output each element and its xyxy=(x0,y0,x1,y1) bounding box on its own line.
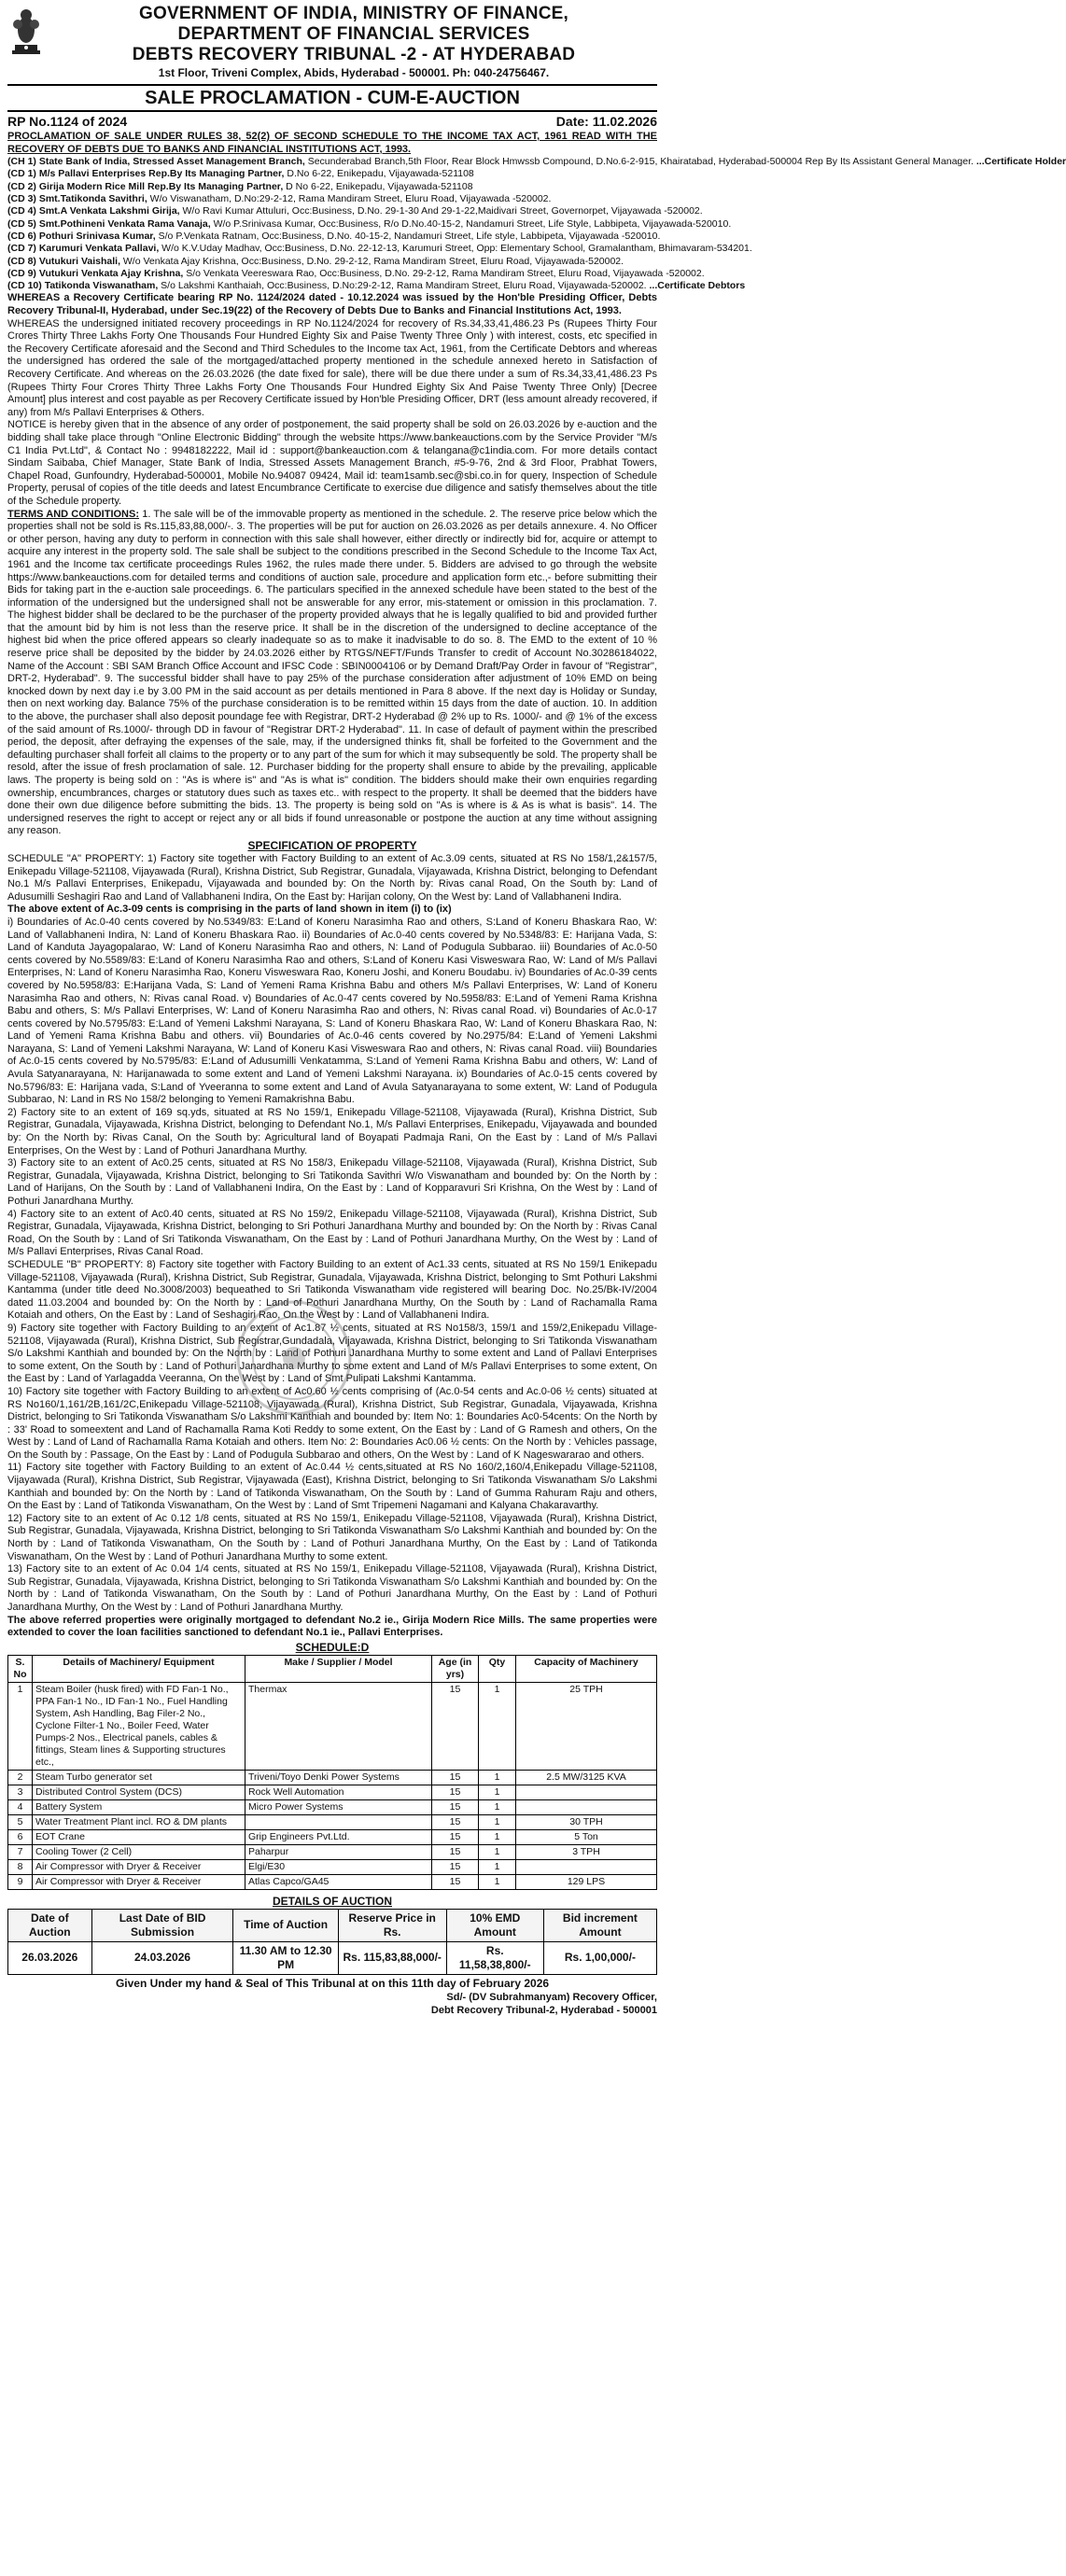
auction-table-header xyxy=(8,1909,657,1941)
machinery-age: 15 xyxy=(432,1799,479,1814)
given-under-hand: Given Under my hand & Seal of This Tribunal at on this 11th day of February 2026 xyxy=(115,1976,550,1990)
machinery-qty: 1 xyxy=(479,1859,516,1874)
party-item xyxy=(7,181,657,193)
terms-heading: TERMS AND CONDITIONS: xyxy=(7,508,140,520)
document-title: SALE PROCLAMATION - CUM-E-AUCTION xyxy=(7,86,657,112)
schedule-b-item-8: SCHEDULE "B" PROPERTY: 8) Factory site together with Factory Building to an extent of Ac1.33 cents, situated at RS No 159/1 Enikepadu Village-521108, Vijayawada (Rural), Krishna District, Sub Registrar, Gunadala, Vijayawada, Krishna District, belonging to Smt Pothuri Lakshmi Kantamma (under title deed No.3008/2003) bequeathed to Sri Tatikonda Viswanatham vide registered will bearing Doc. No.25/Bk-IV/2004 dated 11.03.2004 and bounded by: On the North by : Land of Pothuri Janardhana Murthy, On the South by : Land of Rachamalla Rama Kotaiah and others, On the East by : Land of Seshagiri Rao, On the West by : Land of Vallabhaneni Indira. xyxy=(7,1258,657,1322)
col-auction-date: Date of Auction xyxy=(8,1909,92,1941)
schedule-a-item-3: 3) Factory site to an extent of Ac0.25 cents, situated at RS No 158/3, Enikepadu Village-521108, Vijayawada (Rural), Krishna District, Sub Registrar, Gunadala, Vijayawada, Krishna District, belonging to Sri Tatikonda Savithri W/o Viswanatham and bounded by: On the North by : Land of Harijans, On the South by : Land of Vallabhaneni Indira, On the East by : Land of Kopparavuri Sri Krishna, On the West by : Land of Pothuri Janardhana Murthy. xyxy=(7,1157,657,1208)
party-address: W/o Venkata Ajay Krishna, Occ:Business, D.No. 29-2-12, Rama Mandiram Street, Eluru Road, Vijayawada-520002. xyxy=(119,255,624,267)
party-address: W/o P.Srinivasa Kumar, Occ:Business, R/o D.No.40-15-2, Nandamuri Street, Life Style, Labbipeta, Vijayawada-520010. xyxy=(210,217,732,230)
parties-list xyxy=(7,156,1066,292)
schedule-d-heading: SCHEDULE:D xyxy=(295,1640,370,1654)
machinery-make: Paharpur xyxy=(245,1844,432,1859)
document-header xyxy=(7,4,657,86)
machinery-capacity: 25 TPH xyxy=(516,1682,657,1770)
party-address: W/o K.V.Uday Madhav, Occ:Business, D.No. 22-12-13, Karumuri Street, Opp: Elementary School, Gramalantham, Bhimavaram-534201. xyxy=(159,243,752,255)
auction-date: 26.03.2026 xyxy=(8,1941,92,1974)
terms-section xyxy=(7,509,657,838)
machinery-details: EOT Crane xyxy=(33,1829,245,1844)
reserve-price: Rs. 115,83,88,000/- xyxy=(338,1941,446,1974)
auction-table xyxy=(7,1909,657,1975)
schedule-b-note: The above referred properties were originally mortgaged to defendant No.2 ie., Girija Modern Rice Mills. The same properties were extended to cover the loan facilities sanctioned to defendant No.1 ie., Pallavi Enterprises. xyxy=(7,1614,657,1639)
machinery-sno: 5 xyxy=(8,1814,33,1829)
table-row xyxy=(8,1829,657,1844)
machinery-sno: 7 xyxy=(8,1844,33,1859)
machinery-qty: 1 xyxy=(479,1874,516,1889)
machinery-age: 15 xyxy=(432,1859,479,1874)
party-item xyxy=(7,193,657,205)
party-name: Smt.A Venkata Lakshmi Girija, xyxy=(38,205,180,217)
machinery-make: Atlas Capco/GA45 xyxy=(245,1874,432,1889)
machinery-qty: 1 xyxy=(479,1785,516,1799)
schedule-a-item-1: SCHEDULE "A" PROPERTY: 1) Factory site together with Factory Building to an extent of Ac.3.09 cents, situated at RS No 158/1,2&157/5, Enikepadu Village-521108, Vijayawada (Rural), Krishna District, Sub Registrar, Gunadala, Vijayawada, Krishna District, belonging to Defendant No.1 M/s Pallavi Enterprises, Enikepadu, Vijayawada and bounded by: On the North by: Rivas canal Road, On the South by: Land of Adusumilli Seshagiri Rao and Land of Vallabhaneni Indira, On the East by: Harijan colony, On the West by: Land of Vallabhaneni Indira. xyxy=(7,852,657,903)
machinery-make: Rock Well Automation xyxy=(245,1785,432,1799)
party-name: Smt.Tatikonda Savithri, xyxy=(38,193,147,205)
machinery-capacity: 30 TPH xyxy=(516,1814,657,1829)
party-item xyxy=(7,156,1066,168)
table-row xyxy=(8,1785,657,1799)
col-make: Make / Supplier / Model xyxy=(245,1655,432,1682)
col-sno: S. No xyxy=(8,1655,33,1682)
auction-heading: DETAILS OF AUCTION xyxy=(273,1894,392,1908)
machinery-age: 15 xyxy=(432,1874,479,1889)
bid-increment: Rs. 1,00,000/- xyxy=(543,1941,656,1974)
machinery-table xyxy=(7,1655,657,1890)
machinery-sno: 8 xyxy=(8,1859,33,1874)
col-bid-increment: Bid increment Amount xyxy=(543,1909,656,1941)
machinery-qty: 1 xyxy=(479,1799,516,1814)
machinery-qty: 1 xyxy=(479,1770,516,1785)
col-capacity: Capacity of Machinery xyxy=(516,1655,657,1682)
machinery-age: 15 xyxy=(432,1785,479,1799)
party-address: Secunderabad Branch,5th Floor, Rear Block Hmwssb Compound, D.No.6-2-915, Khairatabad, Hyderabad-500004 Rep By Its Assistant General Manager. xyxy=(304,156,974,168)
party-address: D No 6-22, Enikepadu, Vijayawada-521108 xyxy=(283,180,473,192)
proclamation-heading: PROCLAMATION OF SALE UNDER RULES 38, 52(2) OF SECOND SCHEDULE TO THE INCOME TAX ACT, 1961 READ WITH THE RECOVERY OF DEBTS DUE TO BANKS AND FINANCIAL INSTITUTIONS ACT, 1993. xyxy=(7,131,657,155)
schedule-a-extent-note: The above extent of Ac.3-09 cents is comprising in the parts of land shown in item (i) to (ix) xyxy=(7,903,452,916)
header-department: DEPARTMENT OF FINANCIAL SERVICES xyxy=(177,24,530,44)
machinery-sno: 2 xyxy=(8,1770,33,1785)
machinery-details: Air Compressor with Dryer & Receiver xyxy=(33,1859,245,1874)
auction-row xyxy=(8,1941,657,1974)
tribunal-seal-stamp-icon xyxy=(233,1297,355,1419)
party-item xyxy=(7,256,657,268)
party-address: D.No 6-22, Enikepadu, Vijayawada-521108 xyxy=(284,168,474,180)
party-role: ...Certificate Debtors xyxy=(646,280,746,292)
machinery-make: Elgi/E30 xyxy=(245,1859,432,1874)
signatory-line: Sd/- (DV Subrahmanyam) Recovery Officer, xyxy=(446,1991,657,2003)
party-name: Karumuri Venkata Pallavi, xyxy=(38,243,160,255)
machinery-details: Steam Boiler (husk fired) with FD Fan-1 No., PPA Fan-1 No., ID Fan-1 No., Fuel Handling System, Ash Handling, Bag Filer-2 No., Cyclone Filter-1 No., Boiler Feed, Water Pumps-2 Nos., Electrical panels, cables & fittings, Steam lines & Supporting structures etc., xyxy=(33,1682,245,1770)
party-address: S/o Venkata Veereswara Rao, Occ:Business, D.No. 29-2-12, Rama Mandiram Street, Eluru Road, Vijayawada -520002. xyxy=(183,267,705,279)
machinery-make: Thermax xyxy=(245,1682,432,1770)
property-specification xyxy=(7,853,657,1640)
machinery-make: Triveni/Toyo Denki Power Systems xyxy=(245,1770,432,1785)
party-tag: (CD 1) xyxy=(7,168,36,180)
machinery-details: Steam Turbo generator set xyxy=(33,1770,245,1785)
machinery-table-header xyxy=(8,1655,657,1682)
machinery-details: Battery System xyxy=(33,1799,245,1814)
party-address: S/o Lakshmi Kanthaiah, Occ:Business, D.No:29-2-12, Rama Mandiram Street, Eluru Road, Vijayawada-520002. xyxy=(158,280,647,292)
table-row xyxy=(8,1874,657,1889)
machinery-sno: 9 xyxy=(8,1874,33,1889)
machinery-make: Micro Power Systems xyxy=(245,1799,432,1814)
machinery-age: 15 xyxy=(432,1844,479,1859)
party-tag: (CD 6) xyxy=(7,230,36,242)
party-tag: (CD 10) xyxy=(7,280,42,292)
header-tribunal: DEBTS RECOVERY TRIBUNAL -2 - AT HYDERABAD xyxy=(132,45,576,64)
party-item xyxy=(7,230,661,243)
machinery-details: Water Treatment Plant incl. RO & DM plants xyxy=(33,1814,245,1829)
party-address: W/o Viswanatham, D.No:29-2-12, Rama Mandiram Street, Eluru Road, Vijayawada -520002. xyxy=(147,193,552,205)
party-tag: (CD 4) xyxy=(7,205,36,217)
paragraph-notice: NOTICE is hereby given that in the absence of any order of postponement, the said property shall be sold on 26.03.2026 by e-auction and the bidding shall take place through "Online Electronic Bidding" through the website https://www.bankeauctions.com by the Service Provider "M/s C1 India Pvt.Ltd", & Contact No : 9948182222, Mail id : support@bankeauction.com & telangana@c1india.com. For more details contact Sindam Saibaba, Chief Manager, State Bank of India, Stressed Assets Management Branch, #5-9-76, 2nd & 3rd Floor, Prabhat Towers, Chapel Road, Gunfoundry, Hyderabad-500001, Mobile No.94087 09424, Mail id: team1samb.sec@sbi.co.in for query, Inspection of Schedule Property, perusal of copies of the title deeds and latest Encumbrance Certificate to exercise due diligence and satisfy themselves about the title of the Schedule property. xyxy=(7,419,657,507)
machinery-qty: 1 xyxy=(479,1682,516,1770)
party-name: State Bank of India, Stressed Asset Management Branch, xyxy=(38,156,305,168)
emd-amount: Rs. 11,58,38,800/- xyxy=(446,1941,543,1974)
machinery-qty: 1 xyxy=(479,1829,516,1844)
party-item xyxy=(7,267,705,280)
machinery-make xyxy=(245,1814,432,1829)
table-row xyxy=(8,1814,657,1829)
machinery-qty: 1 xyxy=(479,1844,516,1859)
party-name: Tatikonda Viswanatham, xyxy=(44,280,159,292)
schedule-b-item-9: 9) Factory site together with Factory Building to an extent of Ac1.87 ½ cents, situated at RS No158/3, 159/1 and 159/2,Enikepadu Village-521108, Vijayawada (Rural), Krishna District, Sub Registrar,Gundadala, Vijayawada, Krishna District, belonging to Sri Tatikonda Viswanatham S/o Lakshmi Kanthiah and bounded by: On the North by : Land of Pothuri Janardhana Murthy to some extent and Land of Pallavi Enterprises to some extent, On the South by : Land of Pothuri Janardhana Murthy to some extent and Land of M/s Pallavi Enterprises to some extent, On the East by : Land of Yarlagadda Veeranna, On the West by : Land of Smt Pulipati Lakshmi Kantamma. xyxy=(7,1322,657,1385)
machinery-sno: 4 xyxy=(8,1799,33,1814)
machinery-sno: 6 xyxy=(8,1829,33,1844)
machinery-capacity: 5 Ton xyxy=(516,1829,657,1844)
table-row xyxy=(8,1859,657,1874)
party-name: M/s Pallavi Enterprises Rep.By Its Managing Partner, xyxy=(38,168,285,180)
machinery-sno: 1 xyxy=(8,1682,33,1770)
machinery-qty: 1 xyxy=(479,1814,516,1829)
machinery-capacity xyxy=(516,1799,657,1814)
header-ministry: GOVERNMENT OF INDIA, MINISTRY OF FINANCE, xyxy=(139,4,568,23)
schedule-a-boundaries: i) Boundaries of Ac.0-40 cents covered by No.5349/83: E:Land of Koneru Narasimha Rao and others, S:Land of Koneru Bhaskara Rao, W: Land of Vallabhaneni Indira, N: Land of Koneru Bhaskara Rao. ii) Boundaries of Ac.0-40 cents covered by No.5348/83: E: Harijana Vada, S: Land of Kanduta Jayagopalarao, W: Land of Koneru Narasimha Rao and others, N: Land of Podugula Subbarao. iii) Boundaries of Ac.0-50 cents covered by No.5589/83: E:Land of Koneru Narasimha Rao and others, S:Land of Koneru Kasi Visweswara Rao, W: Land of M/s Pallavi Enterprises, N: Land of Koneru Narasimha Rao, Koneru Visweswara Rao, Koneru Joshi, and Koneru Boudabu. iv) Boundaries of Ac.0-39 cents covered by No.5958/83: E:Harijana Vada, S: Land of Yemeni Rama Krishna Babu and others M/s Pallavi Enterprises, W: Land of Koneru Narasimha Rao and others, N: Rivas canal Road. v) Boundaries of Ac.0-47 cents covered by No.5958/83: E:Land of Yemeni Rama Krishna Babu and others, S: M/s Pallavi Enterprises, W: Land of Koneru Narasimha Rao and others, N: Rivas canal Road. vi) Boundaries of Ac.0-17 cents covered by No.5795/83: E:Land of Yemeni Lakshmi Narayana, S: Land of Koneru Bhaskara Rao, W: Land of Koneru Bhaskara Rao, N: Land of Yemeni Rama Krishna Babu and others. vii) Boundaries of Ac.0-46 cents covered by No.2975/84: E:Land of Yemeni Lakshmi Narayana, S: Land of Yemeni Lakshmi Narayana, W: Land of Koneru Kasi Visweswara Rao and others, N: Rivas canal Road. viii) Boundaries of Ac.0-15 cents covered by No.5795/83: E:Land of Adusumilli Venkatamma, S:Land of Yemeni Rama Krishna Babu and others, W: Land of Avula Satyanarayana, N: Harijanawada to some extent and Land of Yemeni Lakshmi Narayana. ix) Boundaries of Ac.0-15 cents covered by No.5796/83: E: Harijana vada, S:Land of Yveeranna to some extent and Land of Avula Satyanarayana to some extent, W: Land of Podugula Subbarao, N: Land in RS No 158/2 belonging to Yemeni Ramakrishna Babu. xyxy=(7,916,657,1106)
party-name: Smt.Pothineni Venkata Rama Vanaja, xyxy=(38,217,211,230)
rp-number: RP No.1124 of 2024 xyxy=(7,114,128,129)
party-item xyxy=(7,205,703,217)
paragraph-whereas-certificate: WHEREAS a Recovery Certificate bearing RP No. 1124/2024 dated - 10.12.2024 was issued by the Hon'ble Presiding Officer, Debts Recovery Tribunal-II, Hyderabad, under Sec.19(22) of the Recovery of Debts Due to Banks and Financial Institutions Act, 1993. xyxy=(7,292,657,317)
col-emd: 10% EMD Amount xyxy=(446,1909,543,1941)
col-reserve-price: Reserve Price in Rs. xyxy=(338,1909,446,1941)
schedule-b-item-10: 10) Factory site together with Factory Building to an extent of Ac0.60 ½ cents comprising of (Ac.0-54 cents and Ac.0-06 ½ cents) situated at RS No160/1,161/2B,161/2C,Enikepadu Village-521108, Vijayawada (Rural), Krishna District, Sub Registrar, Gunadala, Vijayawada, Krishna District, belonging to Sri Tatikonda Viswanatham S/o Lakshmi Kanthiah and bounded by: Item No: 1: Boundaries Ac0-54cents: On the North by : 33' Road to someextent and Land of Rachamalla Rama Koti Reddy to some extent, On the East by : Land of G Ramesh and others, On the West by : Land of Land of Rachamalla Rama Kotaiah and others. Item No: 2: Boundaries Ac0.06 ½ cents: On the North by : Vehicles passage, On the South by : Passage, On the East by : Land of Podugula Subbarao and others, On the West by : Land of K Nageswararao and others. xyxy=(7,1385,657,1461)
machinery-sno: 3 xyxy=(8,1785,33,1799)
table-row xyxy=(8,1844,657,1859)
party-tag: (CH 1) xyxy=(7,156,36,168)
party-item xyxy=(7,280,746,292)
machinery-age: 15 xyxy=(432,1829,479,1844)
schedule-a-item-4: 4) Factory site to an extent of Ac0.40 cents, situated at RS No 159/2, Enikepadu Village-521108, Vijayawada (Rural), Krishna District, Sub Registrar, Gunadala, Vijayawada, Krishna District, belonging to Sri Pothuri Janardhana Murthy and bounded by: On the North by : Rivas Canal Road, On the South by : Land of Sri Tatikonda Viswanatham, On the East by : Land of Pothuri Janardhana Murthy, On the West by : Land of M/s Pallavi Enterprises, Rivas Canal Road. xyxy=(7,1208,657,1258)
machinery-make: Grip Engineers Pvt.Ltd. xyxy=(245,1829,432,1844)
col-qty: Qty xyxy=(479,1655,516,1682)
party-tag: (CD 8) xyxy=(7,255,36,267)
machinery-capacity xyxy=(516,1859,657,1874)
party-name: Pothuri Srinivasa Kumar, xyxy=(38,230,156,242)
last-bid-date: 24.03.2026 xyxy=(91,1941,233,1974)
party-tag: (CD 7) xyxy=(7,243,36,255)
machinery-capacity: 129 LPS xyxy=(516,1874,657,1889)
table-row xyxy=(8,1799,657,1814)
party-item xyxy=(7,217,732,231)
paragraph-whereas-recovery: WHEREAS the undersigned initiated recovery proceedings in RP No.1124/2024 for recovery of Rs.34,33,41,486.23 Ps (Rupees Thirty Four Crores Thirty Three Lakhs Forty One Thousands Four Hundred Eighty Six and Paise Twenty Three Only ) with interest, costs, etc specified in the Recovery Certificate aforesaid and the Second and Third Schedules to the Income tax Act, 1961, from the Certificate Debtors and whereas the undersigned has ordered the sale of the mortgaged/attached property mentioned in the schedule annexed hereto in Satisfaction of Recovery Certificate. And whereas on the 26.03.2026 (the date fixed for sale), there will be due there under a sum of Rs.34,33,41,486.23 Ps (Rupees Thirty Four Crores Thirty Three Lakhs Forty One Thousands Four Hundred Eighty Six And Paise Twenty Three Only) [Decree Amount] plus interest and cost payable as per Recovery Certificate issued by Hon'ble Presiding Officer, DRT (less amount already recovered, if any) from M/s Pallavi Enterprises & Others. xyxy=(7,317,657,418)
party-name: Vutukuri Venkata Ajay Krishna, xyxy=(38,267,184,279)
machinery-age: 15 xyxy=(432,1682,479,1770)
machinery-details: Cooling Tower (2 Cell) xyxy=(33,1844,245,1859)
party-tag: (CD 9) xyxy=(7,267,36,279)
signatory-office: Debt Recovery Tribunal-2, Hyderabad - 500001 xyxy=(430,2004,657,2016)
national-emblem-icon xyxy=(7,4,45,58)
party-address: S/o P.Venkata Ratnam, Occ:Business, D.No. 40-15-2, Nandamuri Street, Life style, Labbipeta, Vijayawada -520010. xyxy=(155,230,661,242)
party-tag: (CD 5) xyxy=(7,217,36,230)
proclamation-date: Date: 11.02.2026 xyxy=(555,114,657,129)
col-age: Age (in yrs) xyxy=(432,1655,479,1682)
col-details: Details of Machinery/ Equipment xyxy=(33,1655,245,1682)
table-row xyxy=(8,1682,657,1770)
party-role: ...Certificate Holder xyxy=(973,156,1066,168)
party-address: W/o Ravi Kumar Attuluri, Occ:Business, D.No. 29-1-30 And 29-1-22,Maidivari Street, Governorpet, Vijayawada -520002. xyxy=(179,205,703,217)
header-address: 1st Floor, Triveni Complex, Abids, Hyderabad - 500001. Ph: 040-24756467. xyxy=(158,66,550,79)
party-name: Girija Modern Rice Mill Rep.By Its Managing Partner, xyxy=(38,180,284,192)
machinery-age: 15 xyxy=(432,1770,479,1785)
schedule-b-item-11: 11) Factory site together with Factory Building to an extent of Ac.0.44 ½ cents,situated at RS No 160/2,160/4,Enikepadu Village-521108, Vijayawada (Rural), Krishna District, Sub Registrar, Vijayawada (East), Krishna District, belonging to Sri Tatikonda Viswanatham S/o Lakshmi Kanthiah and bounded by: On the North by : Land of Tatikonda Viswanatham, On the South by : Land of Gumma Rahuram Raju and others, On the East by : Land of Tatikonda Viswanatham, On the West by : Land of Smt Tripemeni Nagamani and Kalyana Chakaravarthy. xyxy=(7,1462,657,1512)
specification-heading: SPECIFICATION OF PROPERTY xyxy=(247,838,417,852)
auction-time: 11.30 AM to 12.30 PM xyxy=(233,1941,338,1974)
machinery-details: Distributed Control System (DCS) xyxy=(33,1785,245,1799)
party-tag: (CD 2) xyxy=(7,180,36,192)
machinery-age: 15 xyxy=(432,1814,479,1829)
machinery-details: Air Compressor with Dryer & Receiver xyxy=(33,1874,245,1889)
party-item xyxy=(7,168,657,180)
machinery-capacity: 3 TPH xyxy=(516,1844,657,1859)
schedule-a-item-2: 2) Factory site to an extent of 169 sq.yds, situated at RS No 159/1, Enikepadu Village-521108, Vijayawada (Rural), Krishna District, Sub Registrar, Gunadala, Vijayawada, Krishna District, belonging to Defendant No.1, M/s Pallavi Enterprises, Enikepadu, Vijayawada and bounded by: On the North by: Rivas Canal, On the South by: Agricultural land of Boyapati Padmaja Rani, On the East by : Land of M/s Pallavi Enterprises, On the West by : Land of Pothuri Janardhana Murthy. xyxy=(7,1106,657,1156)
party-name: Vutukuri Vaishali, xyxy=(38,255,120,267)
col-auction-time: Time of Auction xyxy=(233,1909,338,1941)
machinery-capacity: 2.5 MW/3125 KVA xyxy=(516,1770,657,1785)
schedule-b-item-13: 13) Factory site to an extent of Ac 0.04 1/4 cents, situated at RS No 159/1, Enikepadu Village-521108, Vijayawada (Rural), Krishna District, Sub Registrar, Gunadala, Vijayawada, Krishna District, belonging to Sri Tatikonda Viswanatham S/o Lakshmi Kanthiah and bounded by: On the North by : Land of Tatikonda Viswanatham, On the South by : Land of Pothuri Janardhana Murthy, On the East by : Land of Pothuri Janardhana Murthy, On the West by : Land of Pothuri Janardhana Murthy. xyxy=(7,1563,657,1614)
schedule-b-item-12: 12) Factory site to an extent of Ac 0.12 1/8 cents, situated at RS No 159/1, Enikepadu Village-521108, Vijayawada (Rural), Krishna District, Sub Registrar, Gunadala, Vijayawada, Krishna District, belonging to Sri Tatikonda Viswanatham S/o Lakshmi Kanthiah and bounded by: On the North by : Land of Tatikonda Viswanatham, On the South by : Land of Pothuri Janardhana Murthy, On the East by : Land of Tatikonda Viswanatham, On the West by : Land of Pothuri Janardhana Murthy to some extent. xyxy=(7,1512,657,1562)
rp-date-row xyxy=(7,112,657,131)
col-last-bid-date: Last Date of BID Submission xyxy=(91,1909,233,1941)
terms-text: 1. The sale will be of the immovable property as mentioned in the schedule. 2. The reserve price below which the properties shall not be sold is Rs.115,83,88,000/-. 3. The properties will be put for auction on 26.03.2026 as per details annexure. 4. No Officer or other person, having any duty to perform in connection with this sale shall however, either directly or indirectly bid for, acquire or attempt to acquire any interest in the property sold. The sale shall be subject to the conditions prescribed in the Second Schedule to the Income Tax Act, 1961 and the Income tax certificate proceedings Rules 1962, the rules made there under. 5. Bidders are advised to go through the website https://www.bankeauctions.com for detailed terms and conditions of auction sale, procedure and application form etc.,- before submitting their Bids for taking part in the e-auction sale proceedings. 6. The particulars specified in the annexed schedule have been stated to the best of the information of the undersigned but the undersigned shall not be answerable for any error, mis-statement or omission in this proclamation. 7. The highest bidder shall be declared to be the purchaser of the property provided always that he is legally qualified to bid and provided further that the amount bid by him is not less than the reserve price. It shall be in the discretion of the undersigned to decline acceptance of the highest bid when the price offered appears so clearly inadequate so as to make it inadvisable to do so. 8. The EMD to the extent of 10 % reserve price shall be deposited by the bidder by 24.03.2026 either by RTGS/NEFT/Funds Transfer to credit of Account No.30286184022, Name of the Account : SBI SAM Branch Office Account and IFSC Code : SBIN0004106 or by Demand Draft/Pay Order in favour of "Registrar", DRT-2, Hyderabad". 9. The successful bidder shall have to pay 25% of the purchase consideration after adjustment of 10% EMD on being knocked down by next day i.e by 3.00 PM in the said account as per details mentioned in Para 8 above. If the next day is Holiday or Sunday, then on next working day. Balance 75% of the purchase consideration is to be remitted within 15 days from the date of auction. 10. In addition to the above, the purchaser shall also deposit poundage fee with Registrar, DRT-2 Hyderabad @ 2% up to Rs. 1000/- and @ 1% of the excess of the said amount of Rs.1000/- through DD in favour of "Registrar DRT-2 Hyderabad". 11. In case of default of payment within the prescribed period, the deposit, after defraying the expenses of the sale, may, if the undersigned thinks fit, shall be forfeited to the Government and the defaulting purchaser shall forfeit all claims to the property or to any part of the sum for which it may subsequently be sold. The property shall be resold, after the issue of fresh proclamation of sale. 12. Purchaser bidding for the property shall ensure to abide by the prevailing, applicable laws. The property is being sold on : "As is where is" and "As is what is" condition. The bidders should make their own enquiries regarding ownership, encumbrances, charges or statutory dues such as taxes etc.. with respect to the property. It shall be deemed that the bidders have done their own due diligence before submitting the bids. 13. The property is being sold on "As is where is & As is what is basis". 14. The undersigned reserves the right to accept or reject any or all bids if found unreasonable or postpone the auction at any time without assigning any reason. xyxy=(7,508,657,837)
machinery-capacity xyxy=(516,1785,657,1799)
table-row xyxy=(8,1770,657,1785)
party-tag: (CD 3) xyxy=(7,193,36,205)
party-item xyxy=(7,243,752,255)
